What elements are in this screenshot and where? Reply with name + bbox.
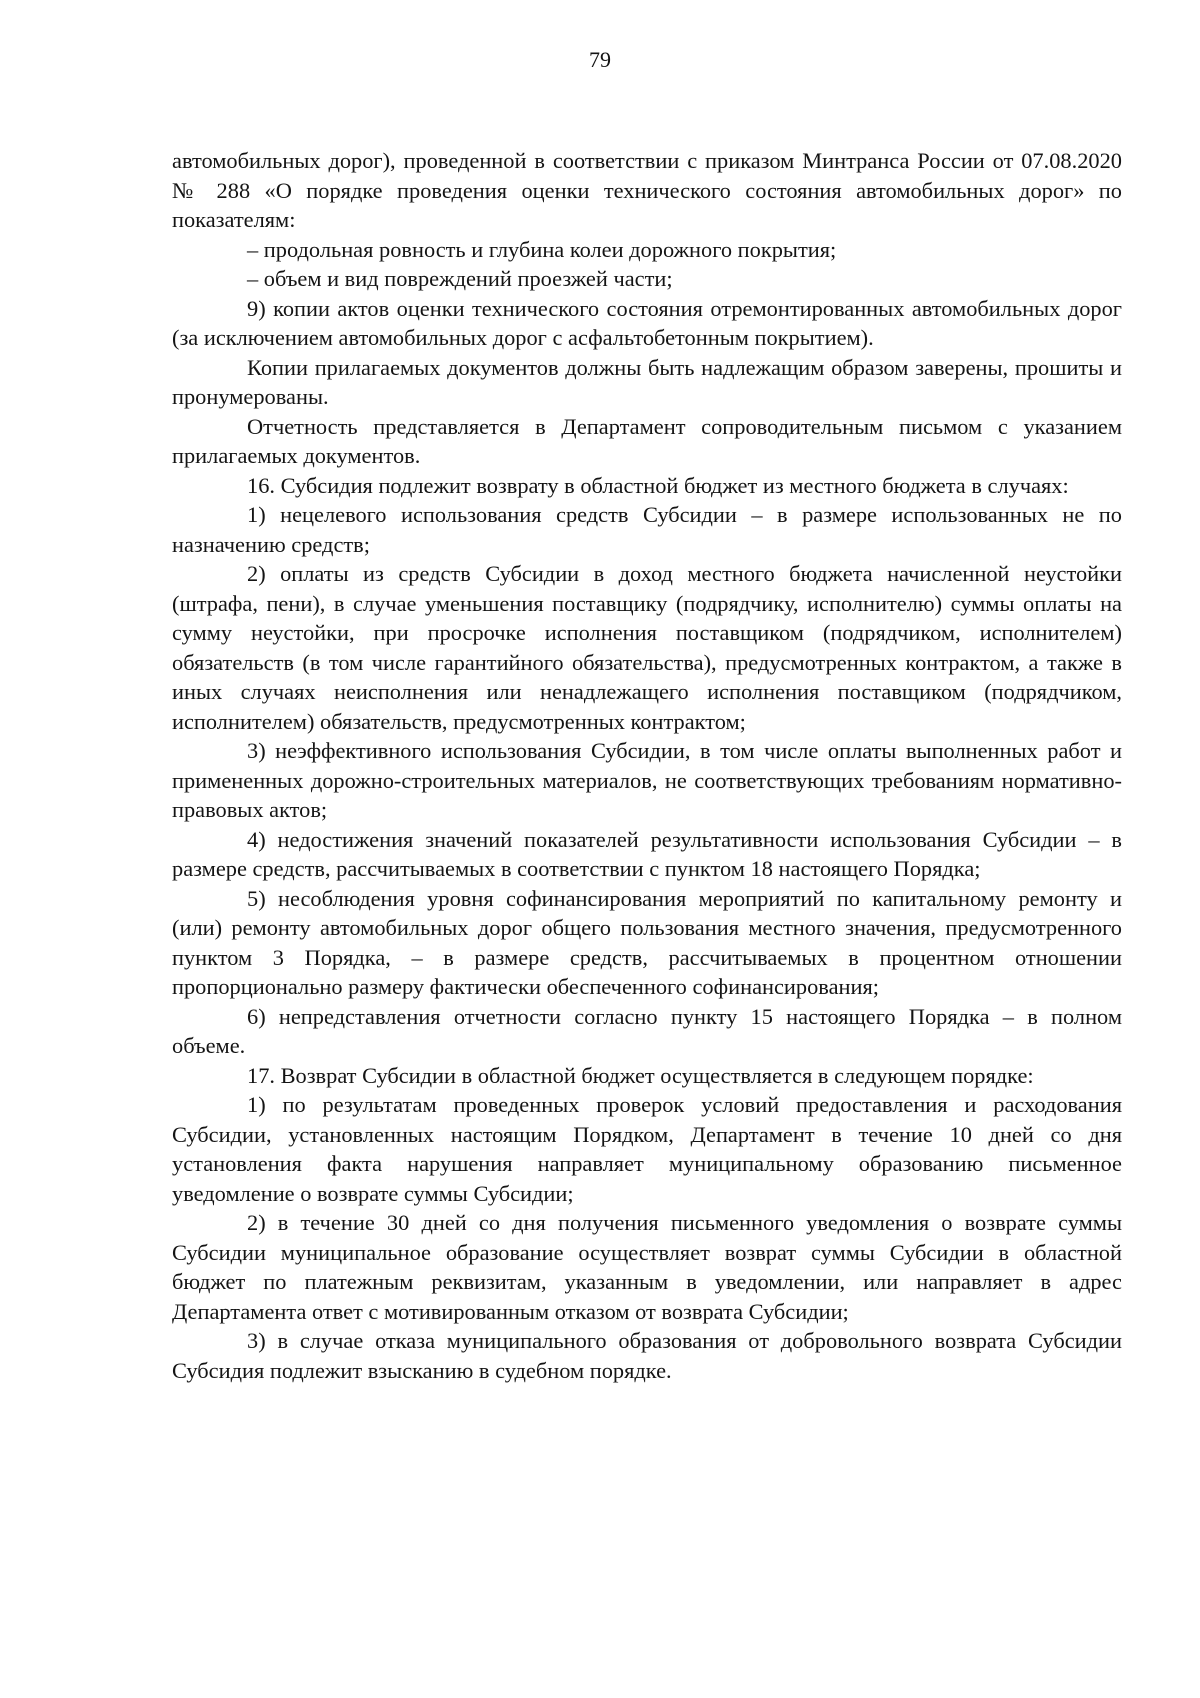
paragraph-17-item-1: 1) по результатам проведенных проверок условий предоставления и расходования Субсидии, установленных настоящим Порядком, Департамент в течение 10 дней со дня установления факта нарушения направляет муниципальному образованию письменное уведомление о возврате суммы Субсидии; bbox=[172, 1092, 1122, 1206]
paragraph-16-item-6: 6) непредставления отчетности согласно пункту 15 настоящего Порядка – в полном объеме. bbox=[172, 1003, 1122, 1058]
document-body bbox=[172, 146, 1122, 1385]
paragraph-section-16: 16. Субсидия подлежит возврату в областной бюджет из местного бюджета в случаях: bbox=[247, 472, 1069, 498]
paragraph-section-17: 17. Возврат Субсидии в областной бюджет осуществляется в следующем порядке: bbox=[247, 1062, 1034, 1088]
paragraph-16-item-4: 4) недостижения значений показателей результативности использования Субсидии – в размере средств, рассчитываемых в соответствии с пунктом 18 настоящего Порядка; bbox=[172, 826, 1122, 881]
paragraph-reporting: Отчетность представляется в Департамент сопроводительным письмом с указанием прилагаемых документов. bbox=[172, 413, 1122, 468]
paragraph-16-item-5: 5) несоблюдения уровня софинансирования мероприятий по капитальному ремонту и (или) ремонту автомобильных дорог общего пользования местного значения, предусмотренного пунктом 3 Порядка, – в размере средств, рассчитываемых в процентном отношении пропорционально размеру фактически обеспеченного софинансирования; bbox=[172, 885, 1122, 999]
paragraph-continuation: автомобильных дорог), проведенной в соответствии с приказом Минтранса России от 07.08.2020 № 288 «О порядке проведения оценки технического состояния автомобильных дорог» по показателям: bbox=[172, 148, 1122, 232]
paragraph-16-item-2: 2) оплаты из средств Субсидии в доход местного бюджета начисленной неустойки (штрафа, пени), в случае уменьшения поставщику (подрядчику, исполнителю) суммы оплаты на сумму неустойки, при просрочке исполнения поставщиком (подрядчиком, исполнителем) обязательств (в том числе гарантийного обязательства), предусмотренных контрактом, а также в иных случаях неисполнения или ненадлежащего исполнения поставщиком (подрядчиком, исполнителем) обязательств, предусмотренных контрактом; bbox=[172, 561, 1122, 734]
paragraph-16-item-3: 3) неэффективного использования Субсидии, в том числе оплаты выполненных работ и примененных дорожно-строительных материалов, не соответствующих требованиям нормативно-правовых актов; bbox=[172, 738, 1122, 822]
paragraph-bullet-road-evenness: – продольная ровность и глубина колеи дорожного покрытия; bbox=[247, 236, 837, 262]
paragraph-document-copies: Копии прилагаемых документов должны быть надлежащим образом заверены, прошиты и пронумерованы. bbox=[172, 354, 1122, 409]
paragraph-17-item-2: 2) в течение 30 дней со дня получения письменного уведомления о возврате суммы Субсидии муниципальное образование осуществляет возврат суммы Субсидии в областной бюджет по платежным реквизитам, указанным в уведомлении, или направляет в адрес Департамента ответ с мотивированным отказом от возврата Субсидии; bbox=[172, 1210, 1122, 1324]
paragraph-bullet-damage-volume: – объем и вид повреждений проезжей части; bbox=[247, 266, 673, 291]
page-number: 79 bbox=[589, 47, 611, 72]
paragraph-16-item-1: 1) нецелевого использования средств Субсидии – в размере использованных не по назначению средств; bbox=[172, 502, 1122, 557]
paragraph-item-9: 9) копии актов оценки технического состояния отремонтированных автомобильных дорог (за исключением автомобильных дорог с асфальтобетонным покрытием). bbox=[172, 295, 1122, 350]
paragraph-17-item-3: 3) в случае отказа муниципального образования от добровольного возврата Субсидии Субсидия подлежит взысканию в судебном порядке. bbox=[172, 1328, 1122, 1383]
